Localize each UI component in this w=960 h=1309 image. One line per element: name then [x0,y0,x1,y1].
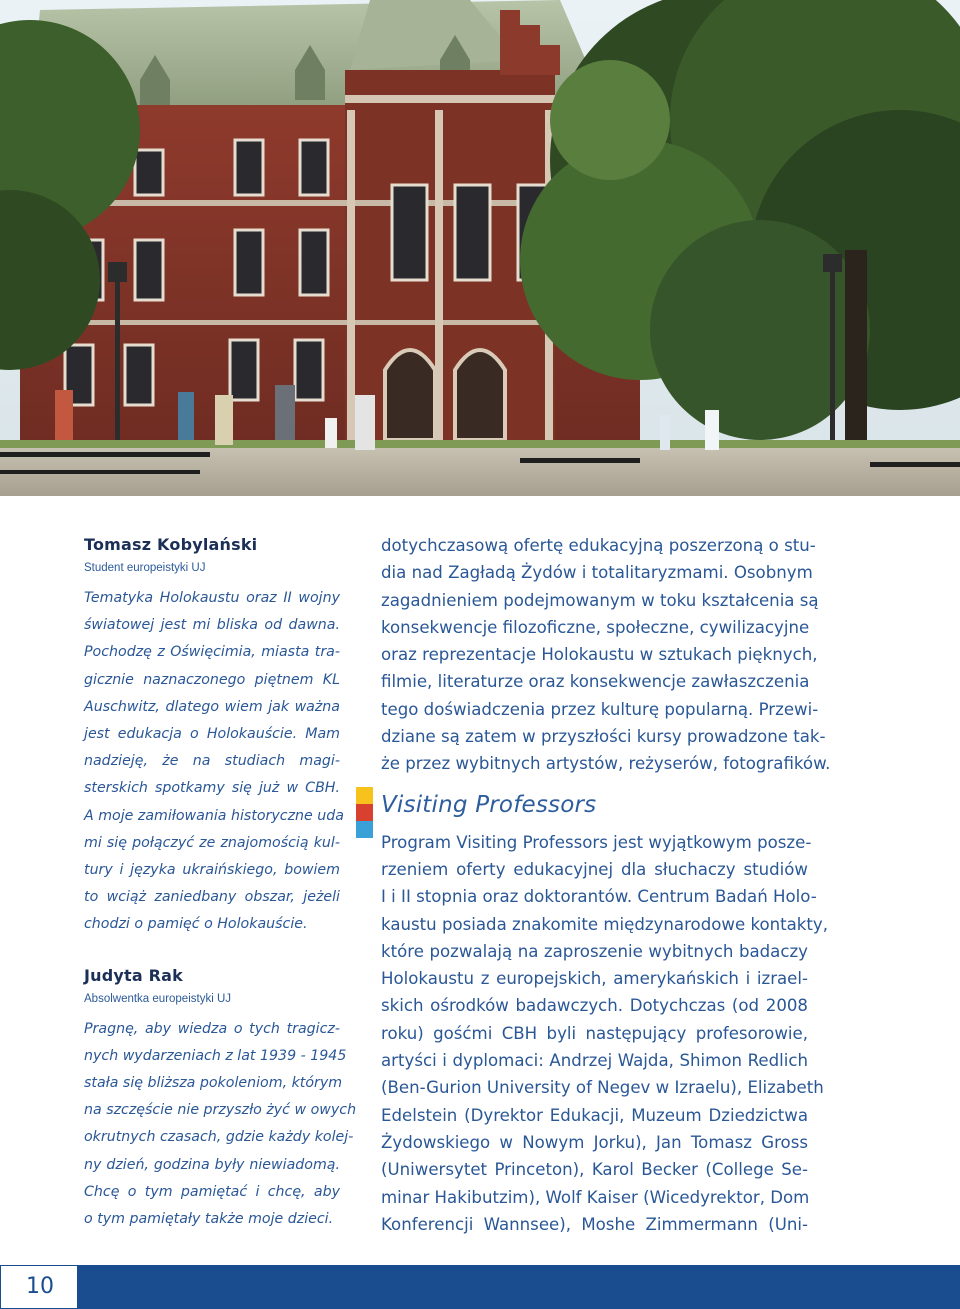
paragraph-line: zagadnieniem podejmowanym w toku kształcenia są [381,590,819,610]
paragraph-line: kaustu posiada znakomite międzynarodowe kontakty, [381,914,829,934]
quote-line: Pragnę, aby wiedza o tych tragicz- [84,1020,340,1037]
testimonial-tomasz [84,534,344,939]
quote-line: sterskich spotkamy się już w CBH. [84,780,340,797]
section-title: Visiting Professors [381,791,597,818]
quote-line: Tematyka Holokaustu oraz II wojny [84,590,340,606]
quote-line: okrutnych czasach, gdzie każdy kolej- [84,1129,354,1146]
paragraph-line: dotychczasową ofertę edukacyjną poszerzoną o stu- [381,536,816,555]
quote-line: mi się połączyć ze znajomością kul- [84,834,340,851]
quote-line: to wciąż zaniedbany obszar, jeżeli [84,889,340,906]
quote-line: A moje zamiłowania historyczne uda [84,807,344,824]
paragraph-line: rzeniem oferty edukacyjnej dla słuchaczy studiów [381,859,808,879]
paragraph-line: (Uniwersytet Princeton), Karol Becker (College Se- [381,1160,808,1180]
article-column [381,532,831,1238]
paragraph-line: Konferencji Wannsee), Moshe Zimmermann (Uni- [381,1214,808,1234]
marker-red [356,804,373,821]
marker-blue [356,821,373,838]
page-number-box [0,1265,78,1309]
quote-line: ny dzień, godzina były niewiadomą. [84,1156,340,1173]
building-photo-icon [0,0,960,496]
paragraph-line: które pozwalają na zaproszenie wybitnych badaczy [381,941,808,961]
paragraph-line: artyści i dyplomaci: Andrzej Wajda, Shimon Redlich [381,1051,808,1071]
quote-line: jest edukacja o Holokauście. Mam [84,726,340,743]
quote-line: nych wydarzeniach z lat 1939 - 1945 [84,1047,347,1064]
paragraph-line: Edelstein (Dyrektor Edukacji, Muzeum Dziedzictwa [381,1105,808,1125]
marker-yellow [356,787,373,804]
testimonial-quote [84,1016,357,1234]
paragraph-line: I i II stopnia oraz doktorantów. Centrum Badań Holo- [381,887,817,907]
paragraph-line: że przez wybitnych artystów, reżyserów, fotografików. [381,754,831,774]
person-name: Judyta Rak [84,965,183,985]
paragraph-line: oraz reprezentacje Holokaustu w sztukach pięknych, [381,645,818,665]
section-paragraph [381,829,829,1238]
paragraph-line: Żydowskiego w Nowym Jorku), Jan Tomasz Gross [381,1132,808,1152]
footer-bar [0,1265,960,1309]
paragraph-line: filmie, literaturze oraz konsekwencje zawłaszczenia [381,672,810,692]
paragraph-line: minar Hakibutzim), Wolf Kaiser (Wicedyrektor, Dom [381,1187,810,1207]
quote-line: światowej jest mi bliska od dawna. [84,617,340,634]
person-role: Absolwentka europeistyki UJ [84,992,232,1005]
quote-line: gicznie naznaczonego piętnem KL [84,671,340,688]
visiting-professors-section [381,785,829,1238]
paragraph-line: dia nad Zagładą Żydów i totalitaryzmami. Osobnym [381,563,813,583]
page-number: 10 [26,1274,54,1299]
quote-line: stała się bliższa pokoleniom, którym [84,1075,343,1092]
quote-line: na szczęście nie przyszło żyć w owych [84,1102,357,1119]
quote-line: tury i języka ukraińskiego, bowiem [84,862,340,879]
quote-line: chodzi o pamięć o Holokauście. [84,916,308,933]
quote-line: nadzieję, że na studiach magi- [84,753,340,770]
paragraph-line: tego doświadczenia przez kulturę popularną. Przewi- [381,699,819,719]
paragraph-line: dziane są zatem w przyszłości kursy prowadzone tak- [381,727,826,747]
paragraph-line: skich ośrodków badawczych. Dotychczas (od 2008 [381,996,808,1016]
testimonials-column [84,534,357,1233]
paragraph-line: Holokaustu z europejskich, amerykańskich i izrael- [381,969,808,989]
person-role: Student europeistyki UJ [84,562,206,574]
testimonial-judyta [84,965,357,1234]
quote-line: o tym pamiętały także moje dzieci. [84,1211,334,1228]
paragraph-line: Program Visiting Professors jest wyjątkowym posze- [381,832,812,852]
section-marker-icon [356,787,373,838]
paragraph-line: roku) gośćmi CBH byli następujący profesorowie, [381,1023,808,1043]
header-photo [0,0,960,496]
paragraph-line: (Ben-Gurion University of Negev w Izraelu), Elizabeth [381,1078,824,1098]
quote-line: Chcę o tym pamiętać i chcę, aby [84,1183,340,1200]
person-name: Tomasz Kobylański [84,535,258,554]
testimonial-quote [84,585,344,939]
paragraph-line: konsekwencje filozoficzne, społeczne, cywilizacyjne [381,617,810,637]
quote-line: Auschwitz, dlatego wiem jak ważna [84,698,340,715]
intro-paragraph [381,532,831,778]
quote-line: Pochodzę z Oświęcimia, miasta tra- [84,644,340,661]
